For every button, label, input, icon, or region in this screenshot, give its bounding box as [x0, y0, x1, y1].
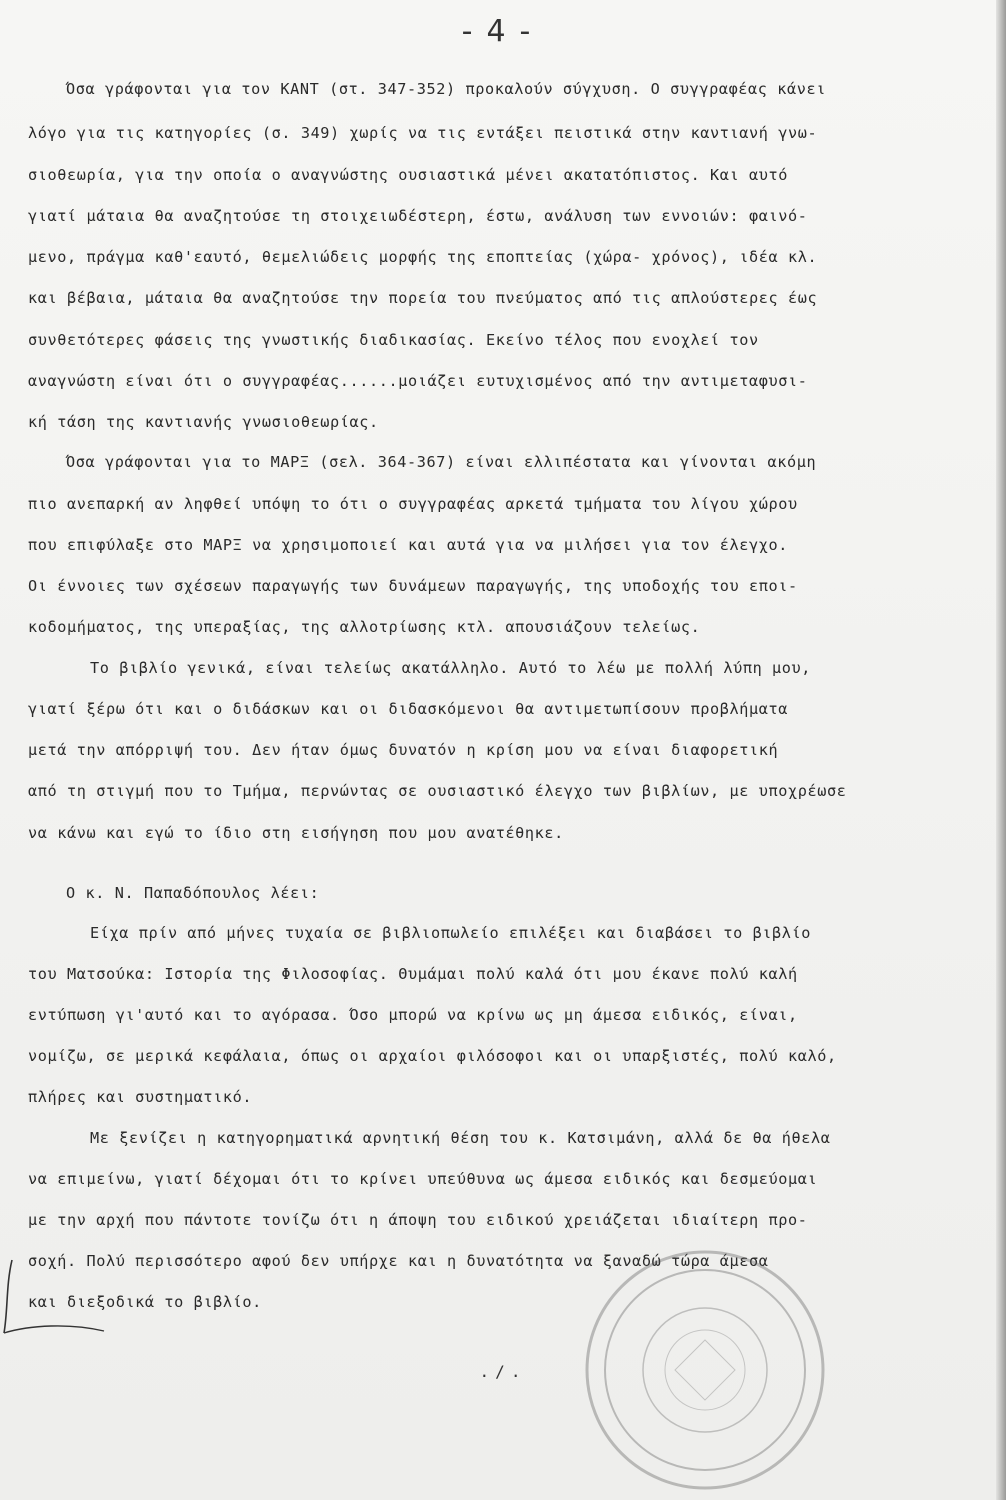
page-number: -4- — [461, 14, 545, 49]
text-line: Με ξενίζει η κατηγορηματικά αρνητική θέση του κ. Κατσιμάνη, αλλά δε θα ήθελα — [90, 1129, 831, 1147]
text-line: από τη στιγμή που το Τμήμα, περνώντας σε ουσιαστικό έλεγχο των βιβλίων, με υποχρέωσε — [28, 782, 847, 800]
text-line: Το βιβλίο γενικά, είναι τελείως ακατάλληλο. Αυτό το λέω με πολλή λύπη μου, — [90, 659, 812, 677]
text-line: νομίζω, σε μερικά κεφάλαια, όπως οι αρχαίοι φιλόσοφοι και οι υπαρξιστές, πολύ καλό, — [28, 1047, 837, 1065]
text-line: μετά την απόρριψή του. Δεν ήταν όμως δυνατόν η κρίση μου να είναι διαφορετική — [28, 741, 779, 759]
text-line: να επιμείνω, γιατί δέχομαι ότι το κρίνει υπεύθυνα ως άμεσα ειδικός και δεσμεύομαι — [28, 1170, 818, 1188]
text-line: πιο ανεπαρκή αν ληφθεί υπόψη το ότι ο συγγραφέας αρκετά τμήματα του λίγου χώρου — [28, 495, 798, 513]
text-line: Οι έννοιες των σχέσεων παραγωγής των δυνάμεων παραγωγής, της υποδοχής του εποι- — [28, 577, 798, 595]
text-line: πλήρες και συστηματικό. — [28, 1088, 253, 1106]
text-line: γιατί μάταια θα αναζητούσε τη στοιχειωδέστερη, έστω, ανάλυση των εννοιών: φαινό- — [28, 207, 808, 225]
text-line: που επιφύλαξε στο ΜΑΡΞ να χρησιμοποιεί και αυτά για να μιλήσει για τον έλεγχο. — [28, 536, 789, 554]
text-line: και βέβαια, μάταια θα αναζητούσε την πορεία του πνεύματος από τις απλούστερες έως — [28, 289, 818, 307]
text-line: σοχή. Πολύ περισσότερο αφού δεν υπήρχε και η δυνατότητα να ξαναδώ τώρα άμεσα — [28, 1252, 769, 1270]
text-line: συνθετότερες φάσεις της γνωστικής διαδικασίας. Εκείνο τέλος που ενοχλεί τον — [28, 331, 759, 349]
text-line: Όσα γράφονται για τον ΚΑΝΤ (στ. 347-352) προκαλούν σύγχυση. Ο συγγραφέας κάνει — [66, 80, 827, 98]
text-line: μενο, πράγμα καθ'εαυτό, θεμελιώδεις μορφής της εποπτείας (χώρα- χρόνος), ιδέα κλ. — [28, 248, 818, 266]
text-line: αναγνώστη είναι ότι ο συγγραφέας......μοιάζει ευτυχισμένος από την αντιμεταφυσι- — [28, 372, 808, 390]
text-line: με την αρχή που πάντοτε τονίζω ότι η άποψη του ειδικού χρειάζεται ιδιαίτερη προ- — [28, 1211, 808, 1229]
text-line: Όσα γράφονται για το ΜΑΡΞ (σελ. 364-367) είναι ελλιπέστατα και γίνονται ακόμη — [66, 453, 817, 471]
margin-pen-mark — [0, 1255, 110, 1345]
text-line: εντύπωση γι'αυτό και το αγόρασα. Όσο μπορώ να κρίνω ως μη άμεσα ειδικός, είναι, — [28, 1006, 798, 1024]
text-line: κή τάση της καντιανής γνωσιοθεωρίας. — [28, 413, 379, 431]
text-line: να κάνω και εγώ το ίδιο στη εισήγηση που μου ανατέθηκε. — [28, 824, 564, 842]
text-line: κοδομήματος, της υπεραξίας, της αλλοτρίωσης κτλ. απουσιάζουν τελείως. — [28, 618, 701, 636]
page-end-mark: ./. — [479, 1362, 527, 1381]
text-line: γιατί ξέρω ότι και ο διδάσκων και οι διδασκόμενοι θα αντιμετωπίσουν προβλήματα — [28, 700, 789, 718]
text-line: και διεξοδικά το βιβλίο. — [28, 1293, 262, 1311]
text-line: του Ματσούκα: Ιστορία της Φιλοσοφίας. Θυμάμαι πολύ καλά ότι μου έκανε πολύ καλή — [28, 965, 798, 983]
text-line: σιοθεωρία, για την οποία ο αναγνώστης ουσιαστικά μένει ακατατόπιστος. Και αυτό — [28, 166, 789, 184]
text-line: Ο κ. Ν. Παπαδόπουλος λέει: — [66, 884, 320, 902]
official-seal-stamp — [580, 1245, 830, 1495]
text-line: λόγο για τις κατηγορίες (σ. 349) χωρίς να τις εντάξει πειστικά στην καντιανή γνω- — [28, 124, 818, 142]
text-line: Είχα πρίν από μήνες τυχαία σε βιβλιοπωλείο επιλέξει και διαβάσει το βιβλίο — [90, 924, 812, 942]
page-edge-shadow — [996, 0, 1006, 1500]
